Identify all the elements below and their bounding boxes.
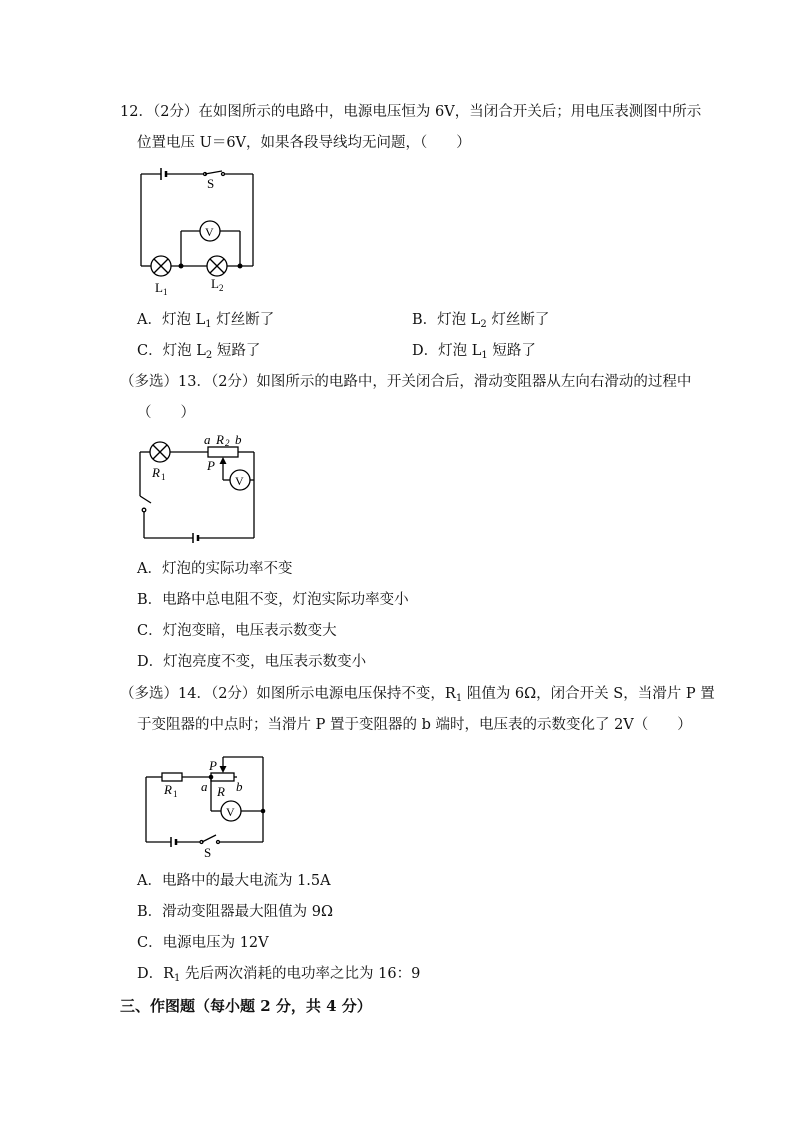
q14-label-a: a — [201, 779, 208, 794]
q12-lamp2-sub: 2 — [219, 283, 224, 293]
q14-resistor-R1 — [162, 773, 182, 781]
q14-option-b: B．滑动变阻器最大阻值为 9Ω — [137, 904, 334, 920]
q14-label-b: b — [236, 779, 243, 794]
q13-option-b: B．电路中总电阻不变，灯泡实际功率变小 — [137, 592, 409, 608]
q13-label-a: a — [204, 432, 211, 447]
q13-stem-line1: （多选）13．（2分）如图所示的电路中，开关闭合后，滑动变阻器从左向右滑动的过程中 — [120, 374, 692, 390]
q12-lamp2-label: L — [211, 276, 219, 291]
q13-label-b: b — [235, 432, 242, 447]
q13-label-R1-sub: 1 — [161, 472, 166, 482]
q14-label-R: R — [217, 784, 225, 799]
q14-voltmeter-label: V — [226, 805, 235, 819]
q14-option-a: A．电路中的最大电流为 1.5A — [137, 873, 331, 889]
q13-label-R2: R — [216, 432, 224, 447]
q12-option-a: A．灯泡 $L_1$ 灯丝断了 — [137, 312, 275, 330]
q14-switch-label: S — [204, 845, 212, 860]
q12-option-c: C．灯泡 $L_2$ 短路了 — [137, 343, 261, 361]
q14-stem-line2: 于变阻器的中点时；当滑片 P 置于变阻器的 b 端时，电压表的示数变化了 2V（ ） — [137, 717, 692, 733]
q12-stem-line1: 12．（2分）在如图所示的电路中，电源电压恒为 6V，当闭合开关后；用电压表测图中所示 — [120, 104, 702, 120]
q13-option-d: D．灯泡亮度不变，电压表示数变小 — [137, 654, 367, 670]
q12-lamp1-label: L — [155, 280, 163, 295]
q13-label-R1: R — [152, 465, 160, 480]
q14-option-c: C．电源电压为 12V — [137, 935, 269, 951]
q12-stem-line2: 位置电压 U＝6V，如果各段导线均无问题，（ ） — [137, 135, 471, 151]
q13-option-a: A．灯泡的实际功率不变 — [137, 561, 293, 577]
q12-option-b: B．灯泡 $L_2$ 灯丝断了 — [412, 312, 550, 330]
q13-option-c: C．灯泡变暗，电压表示数变大 — [137, 623, 337, 639]
q13-label-R2-sub: 2 — [225, 438, 230, 448]
q12-voltmeter-label: V — [205, 225, 214, 239]
q14-option-d: D．$R_1$ 先后两次消耗的电功率之比为 16：9 — [137, 966, 421, 984]
q14-label-R1-sub: 1 — [173, 789, 178, 799]
section3-heading: 三、作图题（每小题 2 分，共 4 分） — [120, 997, 372, 1015]
q14-label-R1: R — [164, 782, 172, 797]
q14-stem-line1: （多选）14．（2分）如图所示电源电压保持不变，$R_1$ 阻值为 6Ω，闭合开关 S，当滑片 P 置 — [120, 686, 715, 704]
q13-voltmeter-label: V — [235, 474, 244, 488]
q12-switch-label: S — [207, 176, 215, 191]
q14-slider-arrow — [220, 766, 227, 773]
q13-label-P: P — [207, 458, 215, 473]
q14-rheostat-R — [211, 773, 234, 781]
q14-label-P: P — [209, 758, 217, 773]
q14-switch-blade — [202, 835, 216, 842]
q13-stem-line2: （ ） — [137, 405, 195, 421]
q12-option-d: D．灯泡 $L_1$ 短路了 — [412, 343, 536, 361]
q12-lamp1-sub: 1 — [163, 287, 168, 297]
